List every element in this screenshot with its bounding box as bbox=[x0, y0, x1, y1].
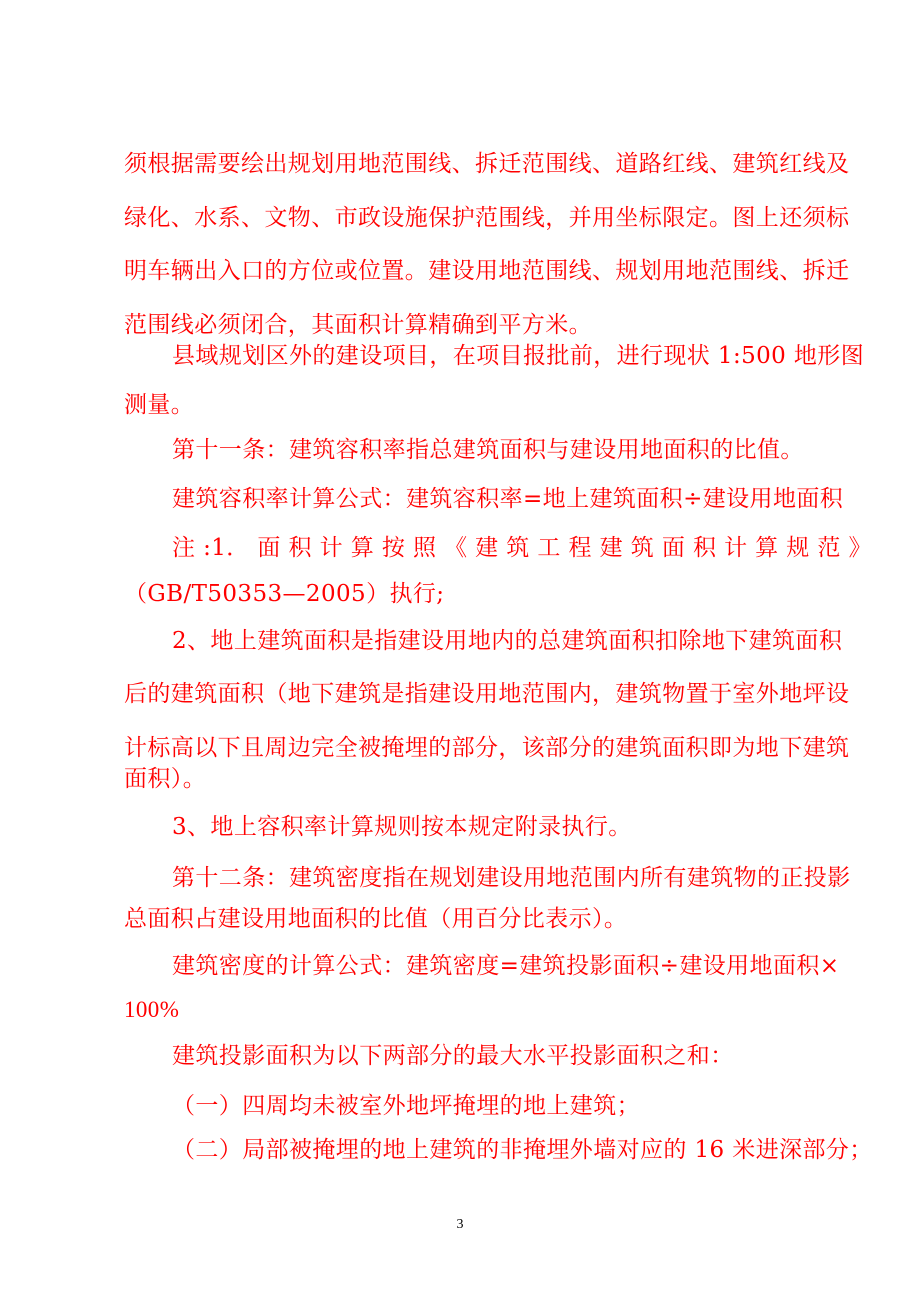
text-line-11: 2、地上建筑面积是指建设用地内的总建筑面积扣除地下建筑面积 bbox=[172, 628, 843, 654]
text-line-10: （GB/T50353—2005）执行; bbox=[124, 581, 445, 607]
text-line-18: 建筑密度的计算公式：建筑密度=建筑投影面积÷建设用地面积× bbox=[172, 953, 840, 979]
text-line-8: 建筑容积率计算公式：建筑容积率=地上建筑面积÷建设用地面积 bbox=[172, 486, 844, 512]
text-line-6: 测量。 bbox=[124, 392, 195, 418]
text-line-22: （二）局部被掩埋的地上建筑的非掩埋外墙对应的 16 米进深部分； bbox=[172, 1137, 873, 1163]
text-line-3: 明车辆出入口的方位或位置。建设用地范围线、规划用地范围线、拆迁 bbox=[124, 258, 850, 284]
text-line-17: 总面积占建设用地面积的比值（用百分比表示）。 bbox=[124, 906, 628, 932]
text-line-2: 绿化、水系、文物、市政设施保护范围线，并用坐标限定。图上还须标 bbox=[124, 205, 850, 231]
text-line-1: 须根据需要绘出规划用地范围线、拆迁范围线、道路红线、建筑红线及 bbox=[124, 151, 850, 177]
text-line-20: 建筑投影面积为以下两部分的最大水平投影面积之和： bbox=[172, 1043, 734, 1069]
text-line-13: 计标高以下且周边完全被掩埋的部分，该部分的建筑面积即为地下建筑 bbox=[124, 735, 850, 761]
text-line-16: 第十二条：建筑密度指在规划建设用地范围内所有建筑物的正投影 bbox=[172, 865, 851, 891]
text-line-5: 县域规划区外的建设项目，在项目报批前，进行现状 1:500 地形图 bbox=[172, 343, 865, 369]
page-number: 3 bbox=[456, 1217, 464, 1232]
text-line-4: 范围线必须闭合，其面积计算精确到平方米。 bbox=[124, 312, 592, 338]
text-line-15: 3、地上容积率计算规则按本规定附录执行。 bbox=[172, 814, 632, 840]
text-line-19: 100% bbox=[124, 997, 180, 1022]
text-line-9: 注 :1． 面 积 计 算 按 照 《 建 筑 工 程 建 筑 面 积 计 算 规 范 》 bbox=[172, 535, 872, 561]
text-line-12: 后的建筑面积（地下建筑是指建设用地范围内，建筑物置于室外地坪设 bbox=[124, 681, 850, 707]
text-line-21: （一）四周均未被室外地坪掩埋的地上建筑； bbox=[172, 1093, 640, 1119]
text-line-7: 第十一条：建筑容积率指总建筑面积与建设用地面积的比值。 bbox=[172, 437, 804, 463]
text-line-14: 面积）。 bbox=[124, 766, 207, 792]
